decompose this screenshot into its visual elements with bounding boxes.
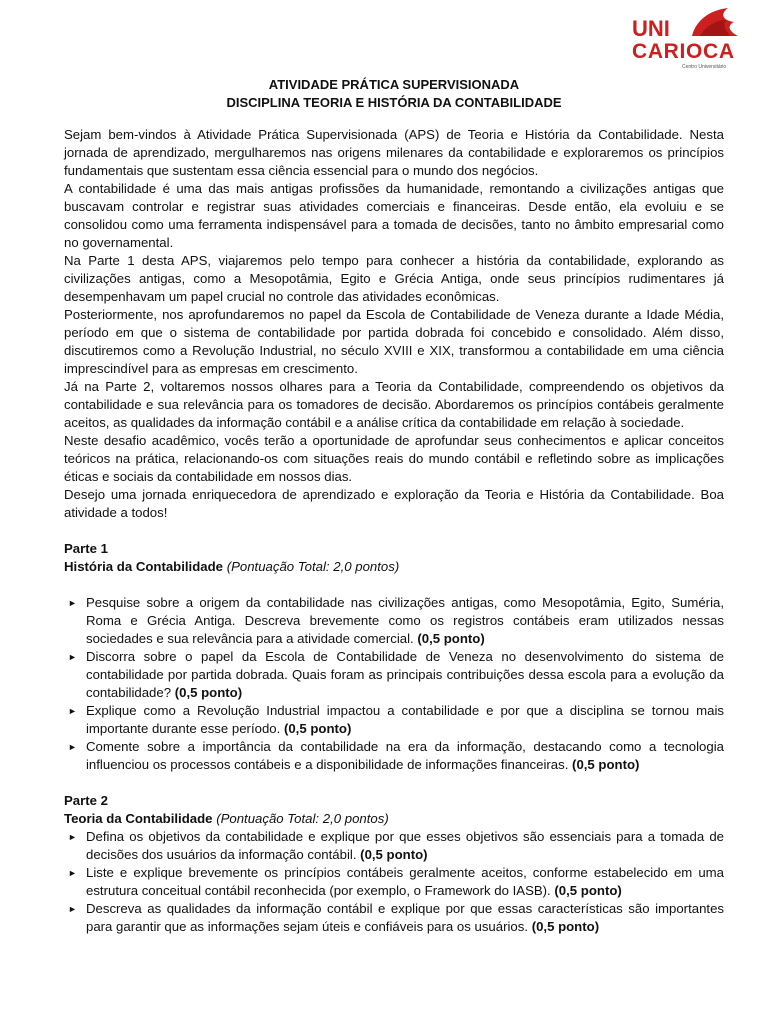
task-item [68, 648, 724, 702]
intro-paragraph: Sejam bem-vindos à Atividade Prática Supervisionada (APS) de Teoria e História da Contabilidade. Nesta jornada de aprendizado, mergulharemos nas origens milenares da contabilidade e exploraremos os princípios fundamentais que sustentam essa ciência essencial para o mundo dos negócios. [64, 127, 724, 178]
task-text: Comente sobre a importância da contabilidade na era da informação, destacando como a tecnologia influenciou os processos contábeis e a disponibilidade de informações financeiras. [86, 739, 724, 772]
arrow-bullet-icon: ► [68, 868, 77, 878]
task-item [68, 828, 724, 864]
task-item [68, 900, 724, 936]
part2-heading [64, 792, 724, 828]
title-line-1: ATIVIDADE PRÁTICA SUPERVISIONADA [268, 77, 520, 92]
arrow-bullet-icon: ► [68, 742, 77, 752]
task-points: (0,5 ponto) [554, 883, 622, 898]
logo-line2: CARIOCA [632, 40, 734, 63]
intro-text [64, 126, 724, 522]
unicarioca-logo [630, 6, 740, 70]
part2-name: Teoria da Contabilidade [64, 811, 213, 826]
document-title [64, 76, 724, 112]
task-text: Pesquise sobre a origem da contabilidade nas civilizações antigas, como Mesopotâmia, Egito, Suméria, Roma e Grécia Antiga. Descreva brevemente como os registros contábeis eram utilizados nessas sociedades e sua relevância para a atividade comercial. [86, 595, 724, 646]
title-line-2: DISCIPLINA TEORIA E HISTÓRIA DA CONTABILIDADE [226, 95, 562, 110]
arrow-bullet-icon: ► [68, 652, 77, 662]
task-points: (0,5 ponto) [417, 631, 485, 646]
task-item [68, 702, 724, 738]
arrow-bullet-icon: ► [68, 706, 77, 716]
task-item [68, 738, 724, 774]
task-text: Explique como a Revolução Industrial impactou a contabilidade e por que a disciplina se tornou mais importante durante esse período. [86, 703, 724, 736]
task-points: (0,5 ponto) [360, 847, 428, 862]
arrow-bullet-icon: ► [68, 904, 77, 914]
task-item [68, 864, 724, 900]
part2-points: (Pontuação Total: 2,0 pontos) [216, 811, 389, 826]
task-points: (0,5 ponto) [283, 721, 352, 736]
part2-label: Parte 2 [64, 793, 108, 808]
part1-points: (Pontuação Total: 2,0 pontos) [226, 559, 400, 574]
intro-paragraph: Desejo uma jornada enriquecedora de aprendizado e exploração da Teoria e História da Contabilidade. Boa atividade a todos! [64, 487, 724, 520]
intro-paragraph: Neste desafio acadêmico, vocês terão a oportunidade de aprofundar seus conhecimentos e aplicar conceitos teóricos na prática, relacionando-os com situações reais do mundo contábil e refletindo sobre as implicações éticas e sociais da contabilidade em nossos dias. [64, 433, 724, 484]
intro-paragraph: Na Parte 1 desta APS, viajaremos pelo tempo para conhecer a história da contabilidade, explorando as civilizações antigas, como a Mesopotâmia, Egito e Grécia Antiga, onde seus princípios rudimentares já desempenhavam um papel crucial no controle das atividades econômicas. [64, 253, 724, 304]
part1-name: História da Contabilidade [64, 559, 224, 574]
part1-label: Parte 1 [64, 541, 108, 556]
task-points: (0,5 ponto) [174, 685, 243, 700]
logo-tagline: Centro Universitário [682, 64, 727, 70]
intro-paragraph: Já na Parte 2, voltaremos nossos olhares para a Teoria da Contabilidade, compreendendo os objetivos da contabilidade e sua relevância para os tomadores de decisão. Abordaremos os princípios contábeis geralmente aceitos, as qualidades da informação contábil e a análise crítica da contabilidade em relação à sociedade. [64, 379, 724, 430]
task-item [68, 594, 724, 648]
part1-task-list [64, 594, 724, 774]
document-page [64, 76, 724, 936]
task-text: Liste e explique brevemente os princípios contábeis geralmente aceitos, conforme estabelecido em uma estrutura conceitual contábil reconhecida (por exemplo, o Framework do IASB). [86, 865, 724, 898]
task-text: Discorra sobre o papel da Escola de Contabilidade de Veneza no desenvolvimento do sistema de contabilidade por partida dobrada. Quais foram as principais contribuições dessa escola para a evolução da contabilidade? [86, 649, 724, 700]
arrow-bullet-icon: ► [68, 832, 77, 842]
task-points: (0,5 ponto) [531, 919, 600, 934]
task-text: Descreva as qualidades da informação contábil e explique por que essas características são importantes para garantir que as informações sejam úteis e confiáveis para os usuários. [86, 901, 724, 934]
logo-line1: UNI [632, 16, 670, 41]
task-text: Defina os objetivos da contabilidade e explique por que esses objetivos são essenciais para a tomada de decisões dos usuários da informação contábil. [86, 829, 724, 862]
intro-paragraph: A contabilidade é uma das mais antigas profissões da humanidade, remontando a civilizações antigas que buscavam controlar e registrar suas atividades comerciais e financeiras. Desde então, ela evoluiu e se consolidou como uma ferramenta indispensável para a tomada de decisões, tanto no âmbito empresarial como no governamental. [64, 181, 724, 250]
part1-heading [64, 540, 724, 576]
task-points: (0,5 ponto) [572, 757, 640, 772]
arrow-bullet-icon: ► [68, 598, 77, 608]
intro-paragraph: Posteriormente, nos aprofundaremos no papel da Escola de Contabilidade de Veneza durante a Idade Média, período em que o sistema de contabilidade por partida dobrada foi concebido e consolidado. Além disso, discutiremos como a Revolução Industrial, no século XVIII e XIX, transformou a contabilidade em uma ciência imprescindível para as empresas em crescimento. [64, 307, 724, 376]
part2-task-list [64, 828, 724, 936]
